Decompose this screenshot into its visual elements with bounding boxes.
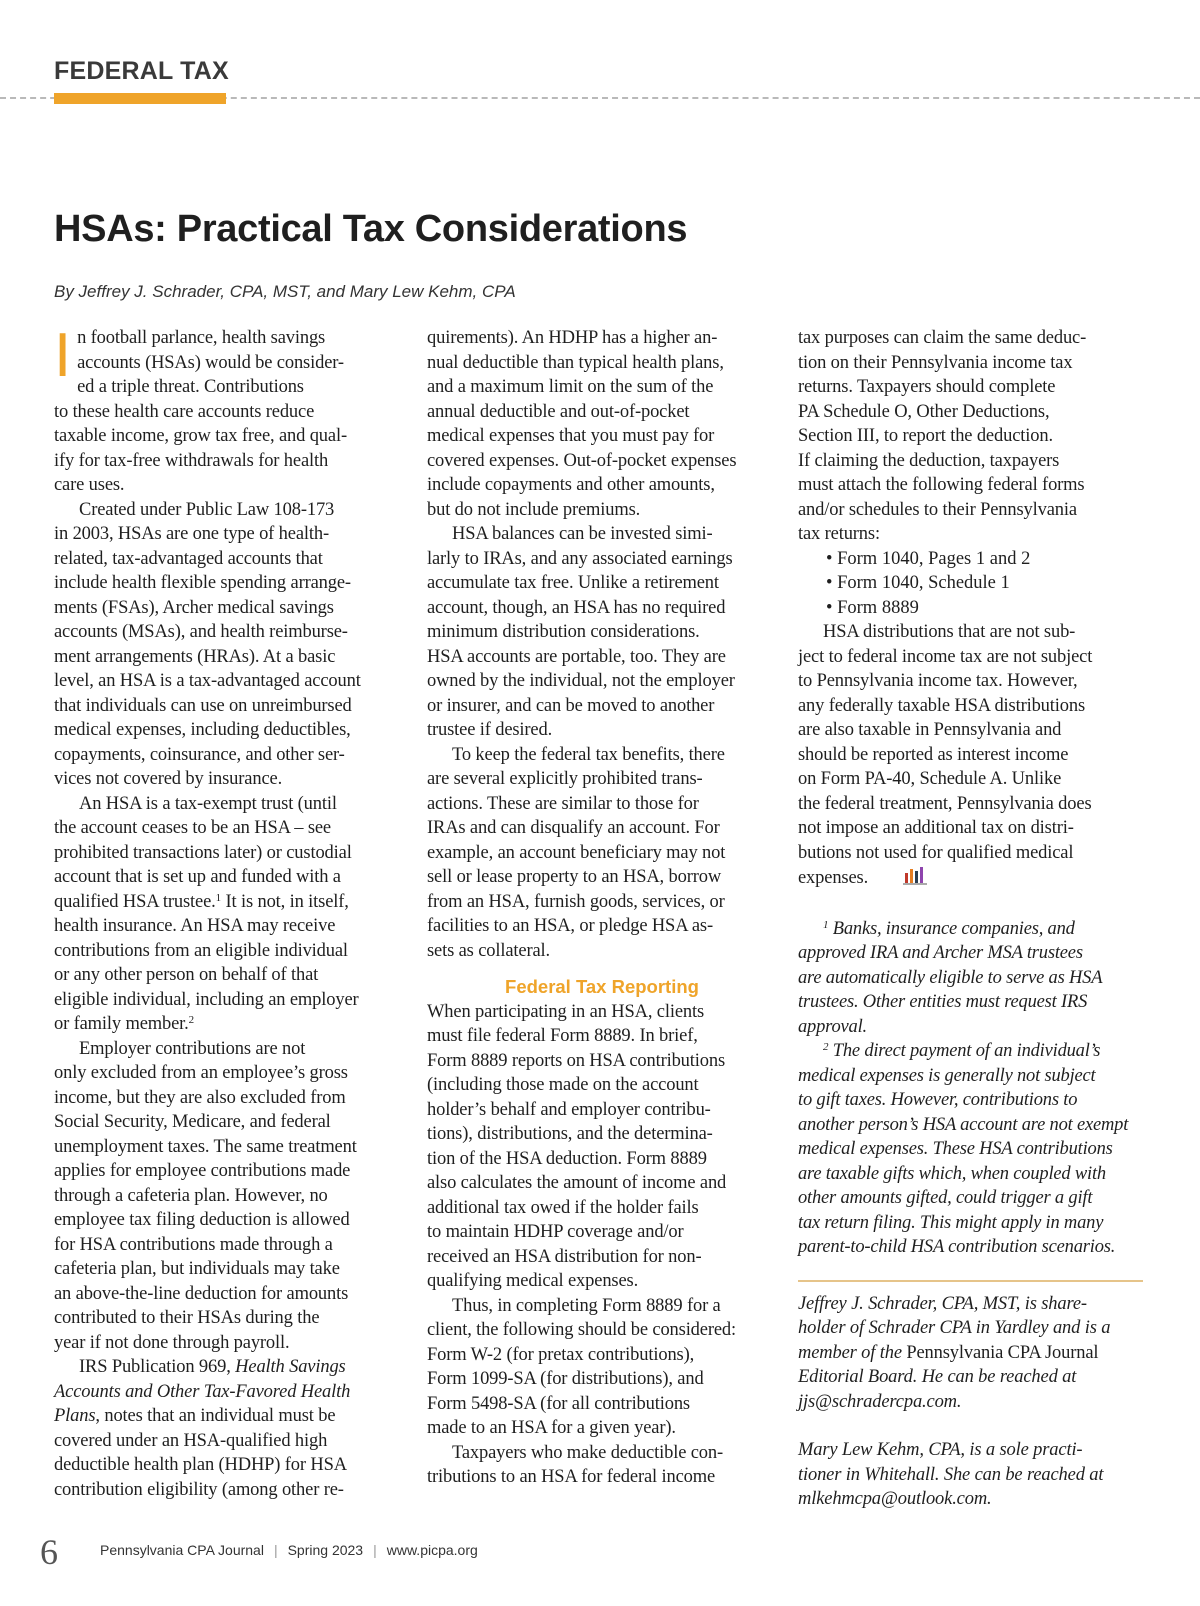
paragraph-3: An HSA is a tax-exempt trust (until the account ceases to be an HSA – see prohibited transactions later) or custodial account that is set up and funded with a qualified HSA trustee.$^1$ It is not, in itself, health insurance. An HSA may receive contributions from an eligible individual or any other person on behalf of that eligible individual, including an employer or family member.$^2$ bbox=[54, 793, 359, 1034]
footnote-ref-1: 1 bbox=[215, 891, 221, 904]
author-bio-schrader: Jeffrey J. Schrader, CPA, MST, is share- holder of Schrader CPA in Yardley and is a member of the Pennsylvania CPA Journal Editorial Board. He can be reached at jjs@schradercpa.com. bbox=[798, 1293, 1111, 1412]
article-title: HSAs: Practical Tax Considerations bbox=[54, 208, 688, 250]
list-item: • Form 8889 bbox=[826, 597, 919, 618]
paragraph-6: quirements). An HDHP has a higher an- nual deductible than typical health plans, and a maximum limit on the sum of the annual deductible and out-of-pocket medical expenses that you must pay for covered expenses. Out-of-pocket expenses include copayments and other amounts, but do not include premiums. bbox=[427, 328, 737, 520]
journal-endmark-icon bbox=[878, 865, 927, 893]
paragraph-13: HSA distributions that are not sub- ject to federal income tax are not subject to Pennsylvania income tax. However, any federally taxable HSA distributions are also taxable in Pennsylvania and should be reported as interest income on Form PA-40, Schedule A. Unlike the federal treatment, Pennsylvania does not impose an additional tax on distri- butions not used for qualified medical expenses. bbox=[798, 620, 1143, 893]
paragraph-1-rest: to these health care accounts reduce taxable income, grow tax free, and qual- ify for tax-free withdrawals for health care uses. bbox=[54, 401, 347, 495]
article-byline: By Jeffrey J. Schrader, CPA, MST, and Mary Lew Kehm, CPA bbox=[54, 282, 516, 301]
page-number: 6 bbox=[40, 1532, 58, 1572]
forms-list bbox=[798, 547, 1143, 621]
section-label: FEDERAL TAX bbox=[54, 57, 229, 85]
paragraph-9: When participating in an HSA, clients must file federal Form 8889. In brief, Form 8889 reports on HSA contributions (including those made on the account holder’s behalf and employer contribu- tions), distributions, and the determina- tion of the HSA deduction. Form 8889 also calculates the amount of income and additional tax owed if the holder fails to maintain HDHP coverage and/or received an HSA distribution for non- qualifying medical expenses. bbox=[427, 1001, 727, 1291]
paragraph-8: To keep the federal tax benefits, there are several explicitly prohibited trans- actions. These are similar to those for IRAs and can disqualify an account. For example, an account beneficiary may not sell or lease property to an HSA, borrow from an HSA, furnish goods, services, or facilities to an HSA, or pledge HSA as- sets as collateral. bbox=[427, 744, 726, 961]
author-bio-kehm: Mary Lew Kehm, CPA, is a sole practi- tioner in Whitehall. She can be reached at mlkehmcpa@outlook.com. bbox=[798, 1440, 1104, 1509]
drop-cap: I bbox=[54, 321, 72, 390]
paragraph-4: Employer contributions are not only excluded from an employee’s gross income, but they are also excluded from Social Security, Medicare, and federal unemployment taxes. The same treatment applies for employee contributions made through a cafeteria plan. However, no employee tax filing deduction is allowed for HSA contributions made through a cafeteria plan, but individuals may take an above-the-line deduction for amounts contributed to their HSAs during the year if not done through payroll. bbox=[54, 1038, 357, 1353]
footnote-2: $^2$ The direct payment of an individual’s medical expenses is generally not subject to gift taxes. However, contributions to another person’s HSA account are not exempt medical expenses. These HSA contributions are taxable gifts which, when coupled with other amounts gifted, could trigger a gift tax return filing. This might apply in many parent-to-child HSA contribution scenarios. bbox=[798, 1041, 1129, 1257]
paragraph-5: IRS Publication 969, Health Savings Accounts and Other Tax-Favored Health Plans, notes that an individual must be covered under an HSA-qualified high deductible health plan (HDHP) for HSA contribution eligibility (among other re- bbox=[54, 1357, 351, 1500]
paragraph-2: Created under Public Law 108-173 in 2003, HSAs are one type of health- related, tax-advantaged accounts that include health flexible spending arrange- ments (FSAs), Archer medical savings accounts (MSAs), and health reimburse- ment arrangements (HRAs). At a basic level, an HSA is a tax-advantaged account that individuals can use on unreimbursed medical expenses, including deductibles, copayments, coinsurance, and other ser- vices not covered by insurance. bbox=[54, 499, 361, 789]
subheading-federal-tax-reporting: Federal Tax Reporting bbox=[505, 976, 699, 997]
footer-text: Pennsylvania CPA Journal | Spring 2023 | www.picpa.org bbox=[100, 1542, 478, 1558]
paragraph-12: tax purposes can claim the same deduc- tion on their Pennsylvania income tax returns. Taxpayers should complete PA Schedule O, Other Deductions, Section III, to report the deduction. If claiming the deduction, taxpayers must attach the following federal forms and/or schedules to their Pennsylvania tax returns: bbox=[798, 328, 1087, 544]
footer-url[interactable]: www.picpa.org bbox=[386, 1542, 478, 1558]
paragraph-1-lead: n football parlance, health savings accounts (HSAs) would be consider- ed a triple threat. Contributions bbox=[77, 328, 344, 397]
section-accent-bar bbox=[54, 93, 226, 104]
author-bios bbox=[798, 1292, 1143, 1512]
column-3 bbox=[798, 326, 1143, 1512]
column-1 bbox=[54, 321, 406, 1502]
list-item: • Form 1040, Schedule 1 bbox=[826, 573, 1010, 593]
paragraph-7: HSA balances can be invested simi- larly to IRAs, and any associated earnings accumulate tax free. Unlike a retirement account, though, an HSA has no required minimum distribution considerations. HSA accounts are portable, too. They are owned by the individual, not the employer or insurer, and can be moved to another trustee if desired. bbox=[427, 524, 735, 740]
bio-divider bbox=[798, 1280, 1143, 1282]
paragraph-10: Thus, in completing Form 8889 for a client, the following should be considered: Form W-2 (for pretax contributions), Form 1099-SA (for distributions), and Form 5498-SA (for all contributions made to an HSA for a given year). bbox=[427, 1295, 737, 1438]
paragraph-1 bbox=[54, 321, 406, 498]
footnote-1: $^1$ Banks, insurance companies, and approved IRA and Archer MSA trustees are automatically eligible to serve as HSA trustees. Other entities must request IRS approval. bbox=[798, 918, 1103, 1037]
footnotes bbox=[798, 917, 1143, 1260]
publication-title: Health Savings Accounts and Other Tax-Favored Health Plans bbox=[54, 1357, 351, 1426]
footnote-ref-2: 2 bbox=[188, 1014, 194, 1026]
list-item: • Form 1040, Pages 1 and 2 bbox=[826, 548, 1031, 569]
column-2 bbox=[427, 326, 777, 1490]
paragraph-11: Taxpayers who make deductible con- tributions to an HSA for federal income bbox=[427, 1442, 724, 1487]
